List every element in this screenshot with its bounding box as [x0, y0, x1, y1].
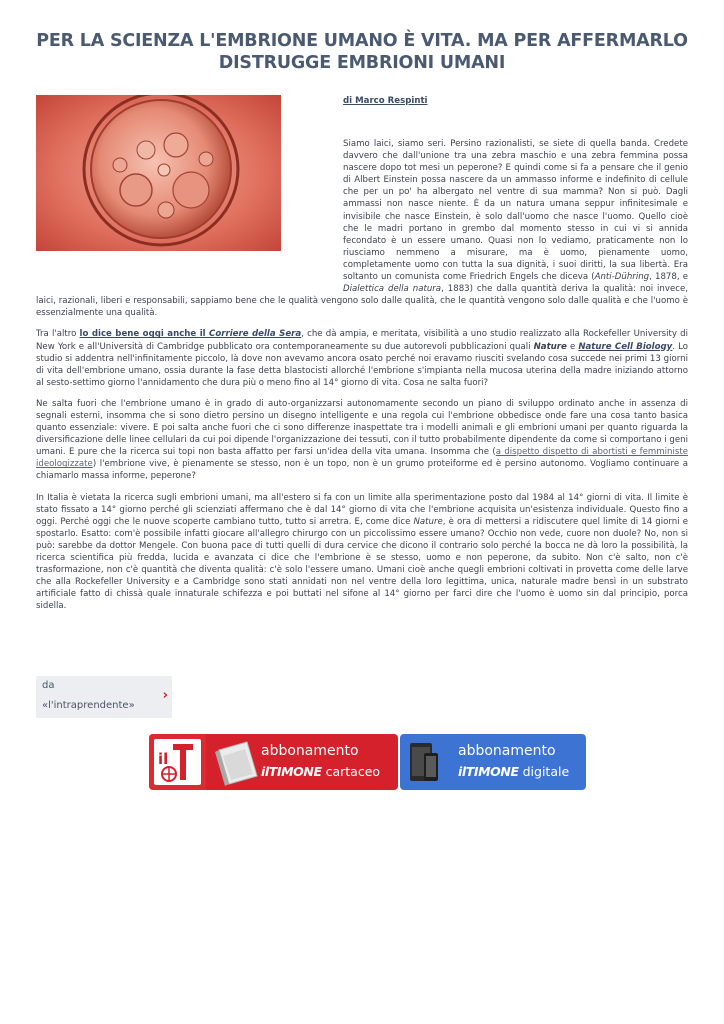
print-banner-word: abbonamento [261, 743, 359, 759]
logo-il-text: il [158, 750, 169, 768]
paper-icon [215, 742, 257, 786]
paragraph-4: In Italia è vietata la ricerca sugli embrioni umani, ma all'estero si fa con un limite alla sperimentazione posto dal 1984 al 14° giorni di vita. Il limite è stato fissato a 14° giorno perché gli scienziati affermano che è dal 14° giorno di vita che l'embrione acquisita un'esistenza individuale. Questo fino a oggi. Perché oggi che le nuove scoperte cambiano tutto, tutto si arretra. E, come dice Nature, è ora di mettersi a ridiscutere quel limite di 14 giorni e spostarlo. Esatto: com'è possibile infatti giocare all'allegro chirurgo con un piccolissimo essere umano? Occhio non vede, cuore non duole? No, non si può: sarebbe da dottor Mengele. Con buona pace di tutti quelli di dura cervice che dicono il contrario solo perché la bocca ne dà loro la possibilità, la ricerca scientifica più fredda, lucida e avanzata ci dice che l'embrione è se stesso, uomo e non peperone, da subito. Non c'è salto, non c'è trasformazione, non c'è quantità che diventa qualità: c'è solo l'essere umano. Umani cioè anche quegli embrioni coltivati in provetta come delle larve che alla Rockefeller University e a Cambridge sono stati annidati non nel ventre della loro legittima, unica, naturale madre bensì in un substrato artificiale fatto di chissà quale innaturale schifezza e poi buttati nel sifone al 14° giorno per farci dire che l'uomo è uomo sin dal principio, porca sidella. [36, 492, 688, 612]
source-prefix: da [42, 680, 55, 691]
article-title: PER LA SCIENZA L'EMBRIONE UMANO È VITA. MA PER AFFERMARLO DISTRUGGE EMBRIONI UMANI [36, 31, 688, 73]
chevron-right-icon: › [162, 688, 168, 703]
source-box[interactable] [36, 676, 172, 718]
abortisti-link[interactable]: a dispetto dispetto di abortisti e femministe ideologizzate [36, 447, 688, 470]
image-float-spacer [36, 138, 336, 288]
print-banner-brand: ilTIMONE cartaceo [261, 764, 381, 779]
paragraph-3: Ne salta fuori che l'embrione umano è in grado di auto-organizzarsi autonomamente secondo un piano di sviluppo ordinato anche in assenza di segnali esterni, insomma che si sono dietro persino un disegno intelligente e una regola cui l'embrione obbedisce onde fare una cosa tanto basica quanto essenziale: vivere. E poi salta anche fuori che ci sono differenze inaspettate tra i modelli animali e gli embrioni umani per quanto riguarda la diversificazione delle linee cellulari da cui poi dipende l'organizzazione dei tessuti, con il tutto probabilmente dipendente da come si comportano i geni umani. E pure che la ricerca sui topi non basta affatto per farsi un'idea della vita umana. Insomma che (a dispetto dispetto di abortisti e femministe ideologizzate) l'embrione vive, è pienamente se stesso, non è un topo, non è un grumo proteiforme ed è persino autonomo. Vogliamo continuare a chiamarlo massa informe, peperone? [36, 398, 688, 482]
subscribe-digital-banner[interactable] [400, 734, 586, 790]
paragraph-2: Tra l'altro lo dice bene oggi anche il Corriere della Sera, che dà ampia, e meritata, visibilità a uno studio realizzato alla Rockefeller University di New York e all'Università di Cambridge pubblicato ora contemporaneamente su due autorevoli pubblicazioni quali Nature e Nature Cell Biology. Lo studio si addentra nell'infinitamente piccolo, là dove non avevamo ancora osato perché noi eravamo riusciti svelando cosa succede nei primi 13 giorni di vita dell'embrione umano, ossia durante la fase detta blastocisti allorché l'embrione s'impianta nella mucosa uterina della madre iniziando attorno al sesto-settimo giorno l'annidamento che dura più o meno fino al 14° giorno di vita. Cosa ne salta fuori? [36, 329, 688, 388]
article-body [36, 138, 688, 621]
source-name: «l'intraprendente» [42, 700, 135, 711]
paragraph-1: Siamo laici, siamo seri. Persino razionalisti, se siete di quella banda. Credete davvero che dall'unione tra una zebra maschio e una zebra femmina possa nascere dopo tot mesi un peperone? E quindi come si fa a pensare che il genio di Albert Einstein possa nascere da un ammasso informe e indefinito di cellule che per un po' ha albergato nel ventre di sua mamma? Non si può. Dagli ammassi non nasce niente. È da un natura umana seppur infinitesimale e invisibile che nasce Einstein, è solo dall'uomo che nasce l'uomo. Quello cioè che le madri portano in grembo dal momento stesso in cui vi si annida fecondato è un essere umano. Quasi non lo vediamo, praticamente non lo riusciamo nemmeno a misurare, ma è uomo, pienamente uomo, completamente uomo con tutta la sua dignità, i suoi diritti, la sua libertà. Era soltanto un comunista come Friedrich Engels che diceva (Anti-Dühring, 1878, e Dialettica della natura, 1883) che dalla quantità deriva la qualità: noi invece, laici, razionali, liberi e responsabili, sappiamo bene che le qualità vengono solo dalle qualità, che le quantità vengono solo dalle qualità e che l'uomo è essenzialmente una qualità. [36, 139, 688, 319]
tablet-phone-icon [410, 743, 438, 781]
subscribe-print-banner[interactable] [149, 734, 398, 790]
digital-banner-brand: ilTIMONE digitale [458, 764, 570, 779]
author-byline[interactable]: di Marco Respinti [343, 96, 428, 106]
nature-cell-biology-link[interactable]: Nature Cell Biology [578, 341, 673, 352]
digital-banner-word: abbonamento [458, 743, 556, 759]
corriere-link[interactable]: lo dice bene oggi anche il Corriere della Sera [79, 329, 302, 340]
